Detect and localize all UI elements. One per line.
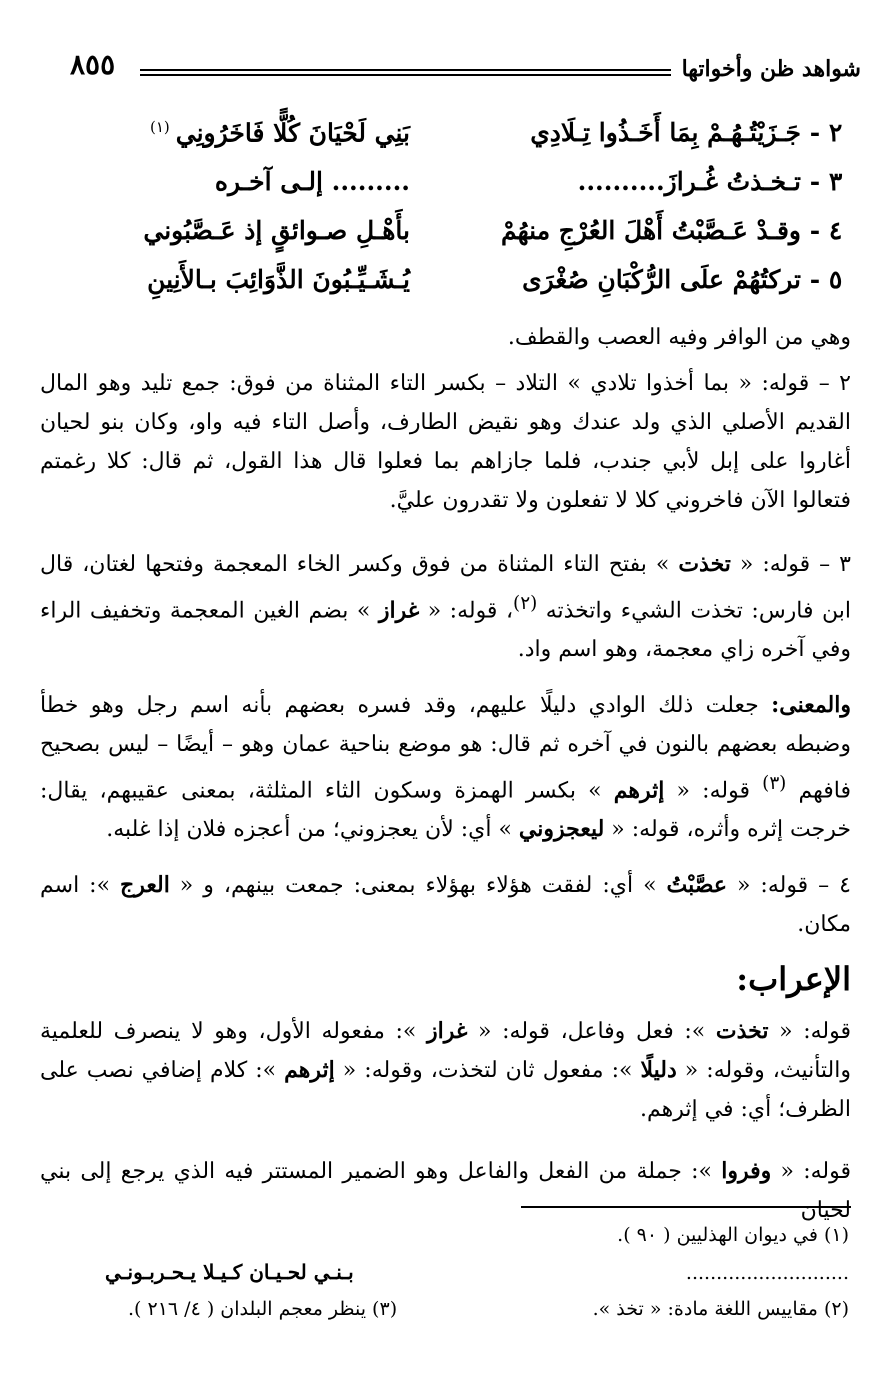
verse-line	[100, 255, 851, 304]
text-run: »: مفعوله الأول، وهو لا ينصرف للعلمية والتأنيث، وقوله: «	[40, 1019, 851, 1083]
meaning-label: والمعنى:	[771, 692, 851, 718]
commentary-verse-3	[40, 545, 851, 669]
text-run: »: كلام إضافي نصب على الظرف؛ أي: في إثرهم.	[40, 1058, 851, 1122]
header-title: شواهد ظن وأخواتها	[681, 56, 861, 82]
footnote-1: (١) في ديوان الهذليين ( ٩٠ ).	[617, 1224, 849, 1246]
verse-first-hemistich: تـخـذتُ غُـرازَ..........	[577, 167, 801, 196]
term-bold: إثرهم	[284, 1057, 335, 1083]
term-bold: ليعجزوني	[518, 816, 605, 843]
text-run: » بكسر الهمزة وسكون الثاء المثلثة، بمعنى عقيبهم، يقال: خرجت إثره وأثره، قوله: «	[40, 778, 851, 843]
running-header	[70, 40, 861, 84]
footnote-2: (٢) مقاييس اللغة مادة: « تخذ ».	[592, 1298, 849, 1320]
term-bold: عصَّبْتُ	[666, 872, 727, 898]
verse-first-hemistich: جَـزَيْتُـهُـمْ بِمَا أَخَـذُوا تِـلَادِي	[530, 118, 801, 147]
text-run: قوله: «	[664, 778, 763, 804]
verse-second-hemistich: بأَهْـلِ صـوائقٍ إذ عَـصَّبُوني	[143, 216, 410, 245]
verse-line	[100, 206, 851, 255]
verse-number: ٤ -	[809, 216, 843, 245]
text-run: »: مفعول ثان لتخذت، وقوله: «	[334, 1058, 641, 1083]
text-run: جعلت ذلك الوادي دليلًا عليهم، وقد فسره بعضهم بأنه اسم رجل وهو خطأ وضبطه بعضهم بالنون في آخره ثم قال: هو موضع بناحية عمان وهو – أيضًا – ليس بصحيح فافهم	[40, 693, 852, 804]
term-bold: دليلًا	[640, 1057, 677, 1083]
footnote-1-verse: بـنـي لحـيـان كـيـلا يـحـربـونـي	[105, 1260, 354, 1284]
verse-second-hemistich	[100, 118, 410, 147]
verse-line	[100, 108, 851, 157]
footnote-separator	[521, 1206, 851, 1208]
verse-second-hemistich: يُـشَـيِّـبُونَ الذَّوَائِبَ بـالأَنِينِ	[147, 265, 410, 294]
header-rule	[140, 69, 671, 76]
footnote-marker: (٣)	[762, 773, 787, 794]
term-bold: غراز	[378, 597, 420, 624]
verse-number: ٥ -	[809, 265, 843, 294]
section-heading-i3rab: الإعراب:	[736, 960, 851, 998]
meaning-paragraph	[40, 686, 851, 849]
footnote-marker: (١)	[149, 117, 170, 136]
term-bold: غراز	[427, 1018, 468, 1044]
term-bold: تخذت	[678, 551, 731, 577]
text-run: قوله: «	[771, 1159, 851, 1184]
verse-number: ٣ -	[809, 167, 843, 196]
text-run: » أي: لأن يعجزوني؛ من أعجزه فلان إذا غلبه.	[106, 817, 519, 843]
verse-number: ٢ -	[809, 118, 843, 147]
meter-note: وهي من الوافر وفيه العصب والقطف.	[507, 325, 851, 350]
text-run: ٤ – قوله: «	[726, 873, 851, 898]
text-run: »: جملة من الفعل والفاعل وهو الضمير المستتر فيه الذي يرجع إلى بني لحيان	[40, 1159, 851, 1223]
hemistich-text: بَنِي لَحْيَانَ كُلًّا فَاخَرُونِي	[175, 118, 410, 148]
term-bold: إثرهم	[613, 777, 665, 804]
verse-first-hemistich: تركتُهُمْ علَى الرُّكْبَانِ صُغْرَى	[522, 265, 801, 294]
verse-first-hemistich: وقـدْ عَـصَّبْتُ أَهْلَ العُرْجِ منهُمْ	[500, 216, 801, 245]
text-run: »: فعل وفاعل، قوله: «	[467, 1019, 716, 1044]
footnote-3: (٣) ينظر معجم البلدان ( ٤/ ٢١٦ ).	[128, 1298, 398, 1320]
i3rab-paragraph-2	[40, 1152, 851, 1230]
verse-second-hemistich: ......... إلـى آخـره	[214, 167, 410, 196]
text-run: قوله: «	[768, 1019, 851, 1044]
term-bold: تخذت	[715, 1018, 769, 1044]
text-run: » أي: لفقت هؤلاء بهؤلاء بمعنى: جمعت بينهم، و «	[169, 873, 667, 898]
verse-line	[100, 157, 851, 206]
text-run: ، قوله: «	[419, 598, 514, 624]
commentary-verse-2: ٢ – قوله: « بما أخذوا تلادي » التلاد – بكسر التاء المثناة من فوق: جمع تليد وهو المال القديم الأصلي الذي ولد عندك وهو نقيض الطارف، وأصل التاء فيه واو، وكان بنو لحيان أغاروا على إبل لأبي جندب، فلما جازاهم بما فعلوا قال هذا القول، ثم قال: كلا رغمتم فتعالوا الآن فاخروني كلا لا تفعلون ولا تقدرون عليَّ.	[40, 371, 851, 513]
text-run: ٣ – قوله: «	[730, 552, 851, 577]
text-run: » بضم الغين المعجمة وتخفيف الراء وفي آخره زاي معجمة، وهو اسم واد.	[40, 598, 851, 663]
footnote-marker: (٢)	[513, 593, 538, 614]
verses-block	[100, 108, 851, 304]
i3rab-paragraph-1	[40, 1012, 851, 1129]
text-run: »: اسم مكان.	[40, 873, 851, 937]
page-number: ٨٥٥	[70, 48, 116, 81]
commentary-verse-4	[40, 866, 851, 944]
text-run: » بفتح التاء المثناة من فوق وكسر الخاء المعجمة وفتحها لغتان، قال ابن فارس: تخذت الشيء واتخذته	[40, 552, 851, 624]
term-bold: وفروا	[721, 1158, 772, 1184]
term-bold: العرج	[120, 872, 170, 898]
footnote-1-dots: ...........................	[685, 1262, 849, 1284]
